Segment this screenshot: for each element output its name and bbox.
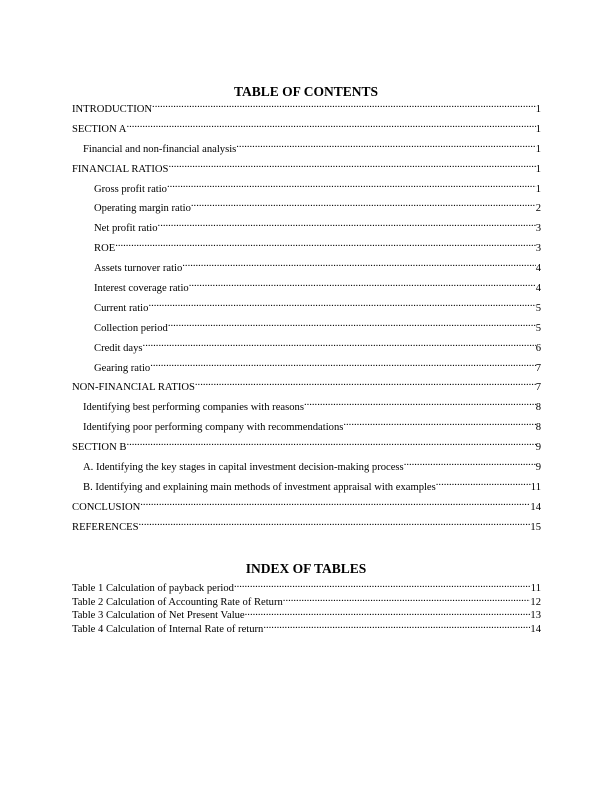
entry-page-number: 11 bbox=[530, 481, 541, 493]
table-index-entry[interactable] bbox=[72, 579, 541, 593]
dot-leader bbox=[343, 418, 535, 430]
dot-leader bbox=[158, 219, 536, 231]
dot-leader bbox=[152, 100, 536, 112]
dot-leader bbox=[168, 319, 536, 331]
toc-entry[interactable] bbox=[72, 199, 541, 219]
entry-label: Assets turnover ratio bbox=[94, 263, 183, 275]
dot-leader bbox=[436, 478, 531, 490]
dot-leader bbox=[167, 180, 536, 192]
toc-entry[interactable] bbox=[72, 359, 541, 379]
toc-entry[interactable] bbox=[72, 120, 541, 140]
entry-page-number: 8 bbox=[535, 402, 541, 414]
dot-leader bbox=[404, 458, 536, 470]
entry-label: Financial and non-financial analysis bbox=[83, 143, 237, 155]
toc-title: TABLE OF CONTENTS bbox=[233, 84, 379, 99]
index-of-tables-title: INDEX OF TABLES bbox=[245, 561, 367, 576]
entry-page-number: 5 bbox=[535, 322, 541, 334]
entry-label: NON-FINANCIAL RATIOS bbox=[72, 382, 195, 394]
table-index-entry[interactable] bbox=[72, 593, 541, 607]
toc-entry[interactable] bbox=[72, 478, 541, 498]
toc-list bbox=[72, 100, 541, 538]
toc-entry[interactable] bbox=[72, 219, 541, 239]
toc-entry[interactable] bbox=[72, 239, 541, 259]
entry-page-number: 1 bbox=[535, 123, 541, 135]
entry-page-number: 3 bbox=[535, 243, 541, 255]
dot-leader bbox=[236, 140, 535, 152]
toc-entry[interactable] bbox=[72, 498, 541, 518]
toc-entry[interactable] bbox=[72, 518, 541, 538]
entry-label: Interest coverage ratio bbox=[94, 283, 189, 295]
entry-page-number: 1 bbox=[535, 104, 541, 115]
entry-label: Identifying poor performing company with recommendations bbox=[83, 422, 344, 434]
entry-label: Current ratio bbox=[94, 302, 149, 314]
dot-leader bbox=[263, 620, 530, 632]
entry-label: Net profit ratio bbox=[94, 223, 158, 235]
toc-entry[interactable] bbox=[72, 180, 541, 200]
dot-leader bbox=[126, 120, 535, 132]
dot-leader bbox=[139, 518, 531, 530]
entry-label: Gearing ratio bbox=[94, 362, 151, 374]
entry-page-number: 4 bbox=[535, 283, 541, 295]
entry-label: Collection period bbox=[94, 322, 168, 334]
entry-page-number: 12 bbox=[530, 596, 541, 608]
dot-leader bbox=[234, 579, 531, 591]
dot-leader bbox=[283, 593, 531, 605]
dot-leader bbox=[168, 160, 535, 172]
entry-label: Table 4 Calculation of Internal Rate of return bbox=[72, 623, 264, 635]
entry-page-number: 6 bbox=[535, 342, 541, 354]
entry-label: FINANCIAL RATIOS bbox=[72, 163, 169, 175]
entry-page-number: 7 bbox=[535, 382, 541, 394]
entry-page-number: 2 bbox=[535, 203, 541, 215]
toc-entry[interactable] bbox=[72, 418, 541, 438]
entry-label: Table 1 Calculation of payback period bbox=[72, 583, 234, 594]
entry-page-number: 7 bbox=[535, 362, 541, 374]
entry-label: Table 3 Calculation of Net Present Value bbox=[72, 610, 245, 622]
entry-label: Identifying best performing companies with reasons bbox=[83, 402, 304, 414]
toc-entry[interactable] bbox=[72, 279, 541, 299]
entry-label: INTRODUCTION bbox=[72, 104, 153, 115]
entry-page-number: 4 bbox=[535, 263, 541, 275]
dot-leader bbox=[150, 359, 536, 371]
toc-entry[interactable] bbox=[72, 299, 541, 319]
dot-leader bbox=[195, 378, 536, 390]
dot-leader bbox=[115, 239, 536, 251]
dot-leader bbox=[148, 299, 535, 311]
dot-leader bbox=[140, 498, 530, 510]
entry-label: REFERENCES bbox=[72, 521, 139, 533]
entry-label: Gross profit ratio bbox=[94, 183, 167, 195]
entry-page-number: 8 bbox=[535, 422, 541, 434]
toc-entry[interactable] bbox=[72, 319, 541, 339]
entry-page-number: 11 bbox=[530, 583, 541, 594]
toc-entry[interactable] bbox=[72, 378, 541, 398]
entry-label: Operating margin ratio bbox=[94, 203, 191, 215]
entry-label: A. Identifying the key stages in capital investment decision-making process bbox=[83, 462, 404, 474]
toc-entry[interactable] bbox=[72, 339, 541, 359]
entry-page-number: 15 bbox=[530, 521, 541, 533]
toc-entry[interactable] bbox=[72, 140, 541, 160]
toc-entry[interactable] bbox=[72, 438, 541, 458]
dot-leader bbox=[143, 339, 536, 351]
toc-entry[interactable] bbox=[72, 100, 541, 120]
toc-entry[interactable] bbox=[72, 259, 541, 279]
entry-page-number: 1 bbox=[535, 183, 541, 195]
dot-leader bbox=[182, 259, 535, 271]
entry-label: SECTION A bbox=[72, 123, 127, 135]
dot-leader bbox=[189, 279, 536, 291]
entry-label: B. Identifying and explaining main methods of investment appraisal with examples bbox=[83, 481, 436, 493]
entry-page-number: 9 bbox=[535, 462, 541, 474]
entry-page-number: 13 bbox=[530, 610, 541, 622]
entry-label: SECTION B bbox=[72, 442, 127, 454]
entry-page-number: 3 bbox=[535, 223, 541, 235]
toc-entry[interactable] bbox=[72, 160, 541, 180]
entry-page-number: 14 bbox=[530, 623, 541, 635]
table-index-entry[interactable] bbox=[72, 606, 541, 620]
entry-label: Table 2 Calculation of Accounting Rate of Return bbox=[72, 596, 283, 608]
entry-page-number: 9 bbox=[535, 442, 541, 454]
entry-page-number: 1 bbox=[535, 143, 541, 155]
dot-leader bbox=[126, 438, 535, 450]
entry-label: CONCLUSION bbox=[72, 501, 141, 513]
index-of-tables-list bbox=[72, 579, 541, 633]
dot-leader bbox=[245, 606, 531, 618]
dot-leader bbox=[304, 398, 536, 410]
toc-entry[interactable] bbox=[72, 458, 541, 478]
entry-page-number: 1 bbox=[535, 163, 541, 175]
table-index-entry[interactable] bbox=[72, 620, 541, 634]
entry-label: Credit days bbox=[94, 342, 143, 354]
entry-page-number: 5 bbox=[535, 302, 541, 314]
entry-page-number: 14 bbox=[530, 501, 541, 513]
entry-label: ROE bbox=[94, 243, 116, 255]
dot-leader bbox=[191, 199, 536, 211]
toc-entry[interactable] bbox=[72, 398, 541, 418]
